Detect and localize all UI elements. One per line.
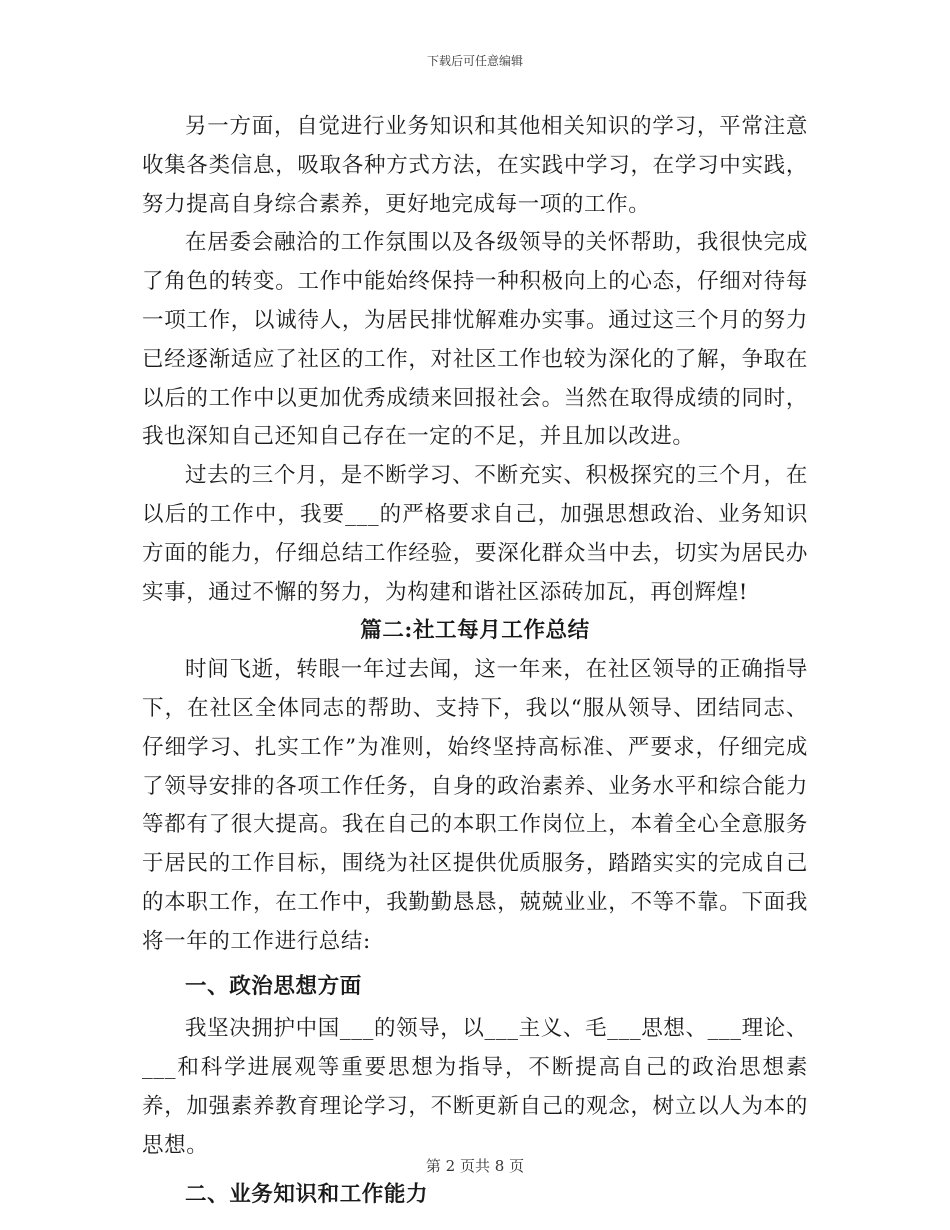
page-number: 第 2 页共 8 页 <box>425 1157 525 1175</box>
body-paragraph: 在居委会融洽的工作氛围以及各级领导的关怀帮助，我很快完成了角色的转变。工作中能始终保持一种积极向上的心态，仔细对待每一项工作，以诚待人，为居民排忧解难办实事。通过这三个月的努力已经逐渐适应了社区的工作，对社区工作也较为深化的了解，争取在以后的工作中以更加优秀成绩来回报社会。当然在取得成绩的同时，我也深知自己还知自己存在一定的不足，并且加以改进。 <box>142 230 808 450</box>
body-paragraph: 时间飞逝，转眼一年过去闻，这一年来，在社区领导的正确指导下，在社区全体同志的帮助、支持下，我以“服从领导、团结同志、仔细学习、扎实工作”为准则，始终坚持高标准、严要求，仔细完成了领导安排的各项工作任务，自身的政治素养、业务水平和综合能力等都有了很大提高。我在自己的本职工作岗位上，本着全心全意服务于居民的工作目标，围绕为社区提供优质服务，踏踏实实的完成自己的本职工作，在工作中，我勤勤恳恳，兢兢业业，不等不靠。下面我将一年的工作进行总结: <box>142 657 808 954</box>
body-paragraph: 过去的三个月，是不断学习、不断充实、积极探究的三个月，在以后的工作中，我要___的严格要求自己，加强思想政治、业务知识方面的能力，仔细总结工作经验，要深化群众当中去，切实为居民办实事，通过不懈的努力，为构建和谐社区添砖加瓦，再创辉煌! <box>142 463 808 605</box>
document-body <box>142 108 808 1214</box>
body-paragraph: 我坚决拥护中国___的领导，以___主义、毛___思想、___理论、___和科学进展观等重要思想为指导，不断提高自己的政治思想素养，加强素养教育理论学习，不断更新自己的观念，树立以人为本的思想。 <box>142 1016 808 1158</box>
section-title: 篇二:社工每月工作总结 <box>360 618 590 644</box>
body-paragraph: 另一方面，自觉进行业务知识和其他相关知识的学习，平常注意收集各类信息，吸取各种方式方法，在实践中学习，在学习中实践，努力提高自身综合素养，更好地完成每一项的工作。 <box>142 114 808 217</box>
page-header-note: 下载后可任意编辑 <box>426 54 523 68</box>
subsection-heading: 一、政治思想方面 <box>185 973 362 999</box>
subsection-heading: 二、业务知识和工作能力 <box>185 1181 429 1207</box>
